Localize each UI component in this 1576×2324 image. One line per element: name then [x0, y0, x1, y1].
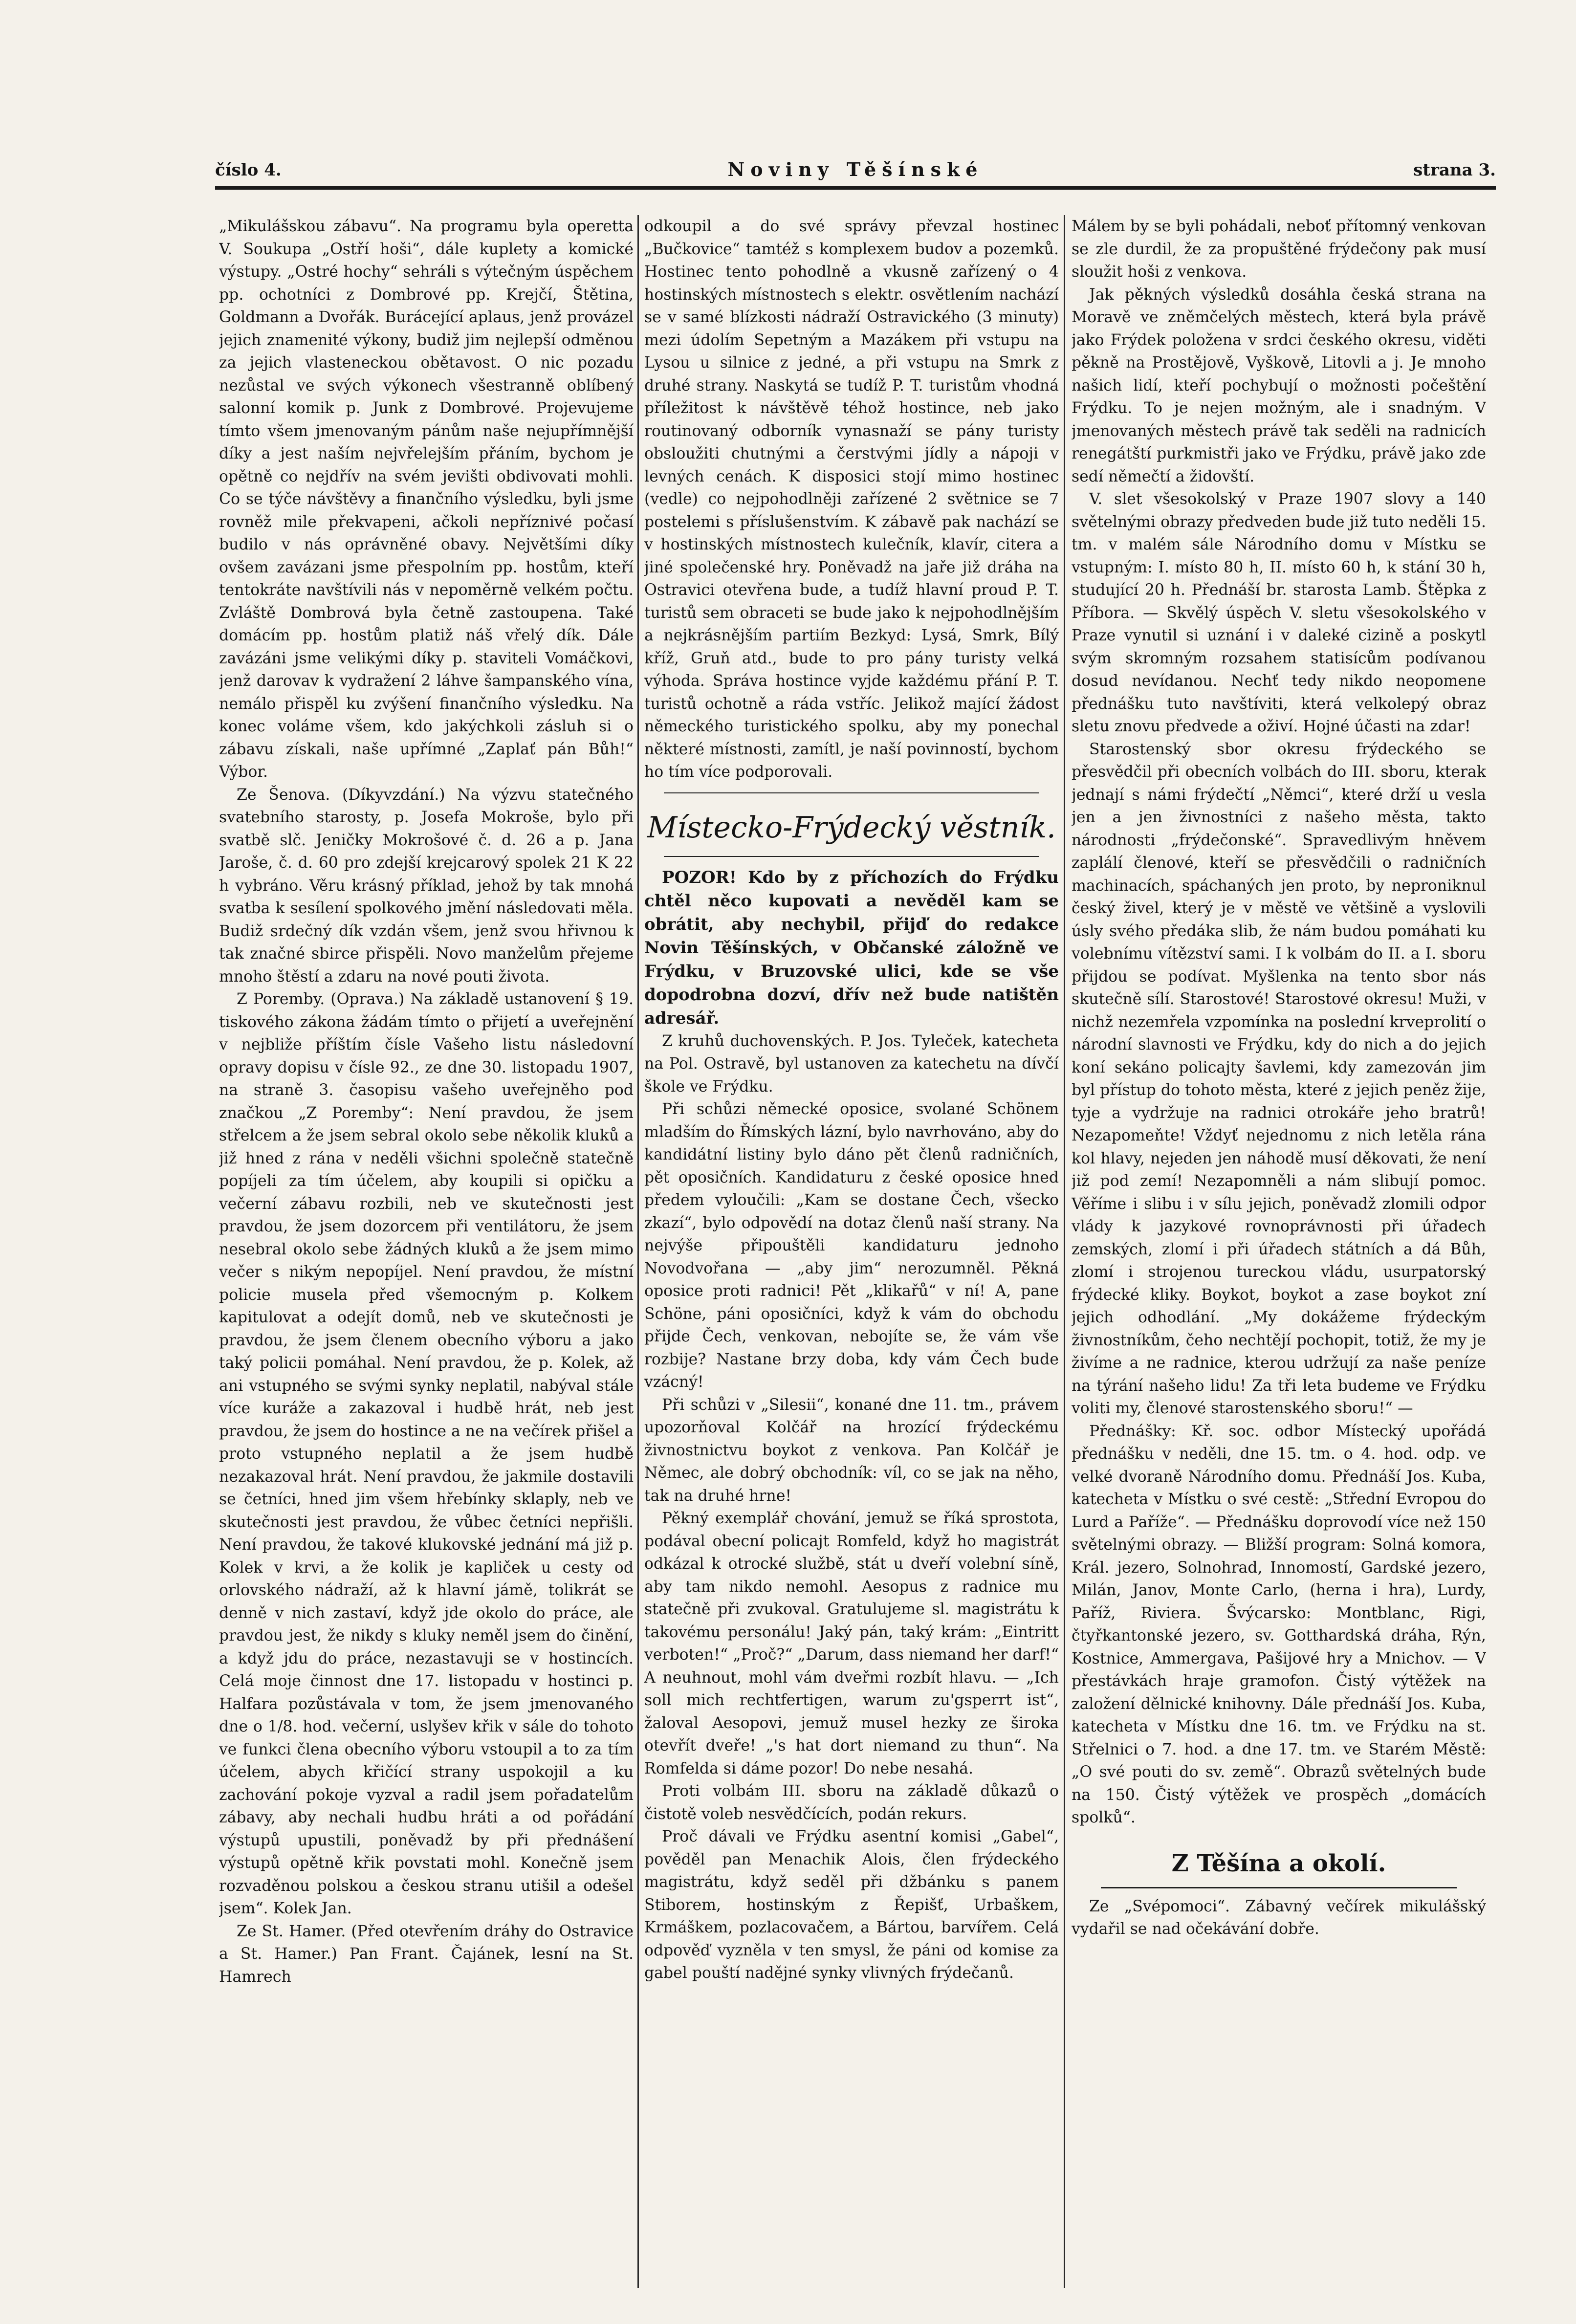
article-paragraph: Jak pěkných výsledků dosáhla česká strana na Moravě ve zněmčelých městech, která byla právě jako Frýdek položena v srdci českého okresu, viděti pěkně na Prostějově, Vyškově, Litovli a j. Je mnoho našich lidí, kteří pochybují o možnosti počeštění Frýdku. To je nejen možným, ale i snadným. V jmenovaných městech právě tak seděli na radnicích renegátští purkmistři jako ve Frýdku, právě jako zde sedí němečtí a židovští.	[1072, 285, 1486, 485]
article-paragraph: „Mikulášskou zábavu“. Na programu byla operetta V. Soukupa „Ostří hoši“, dále kuplety a komické výstupy. „Ostré hochy“ sehráli s výtečným úspěchem pp. ochotníci z Dombrové pp. Krejčí, Štětina, Goldmann a Dvořák. Burácející aplaus, jenž provázel jejich znamenité výkony, budiž jim nejlepší odměnou za jejich vlasteneckou obětavost. O nic pozadu nezůstal ve svých výkonech všestranně oblíbený salonní komik p. Junk z Dombrové. Projevujeme tímto všem jmenovaným pánům naše nejupřímnější díky a jest naším nejvřelejším přáním, bychom je opětně co nejdřív na svém jevišti obdivovati mohli. Co se týče návštěvy a finančního výsledku, byli jsme rovněž mile překvapeni, ačkoli nepříznivé počasí budilo v nás oprávněné obavy. Největšími díky ovšem zavázani jsme přespolním pp. hostům, kteří tentokráte navštívili nás v nepoměrně velkém počtu. Zvláště Dombrová byla četně zastoupena. Také domácím pp. hostům platiž náš vřelý dík. Dále zavázáni jsme velikými díky p. staviteli Vomáčkovi, jenž darovav k vydražení 2 láhve šampanského vína, nemálo přispěl ku zvýšení finančního výsledku. Na konec voláme všem, kdo jakýchkoli zásluh si o zábavu získali, naše upřímné „Zaplať pán Bůh!“ Výbor.	[219, 218, 634, 781]
article-paragraph: Ze „Svépomoci“. Zábavný večírek mikulášský vydařil se nad očekávání dobře.	[1072, 1897, 1486, 1938]
column-1	[219, 215, 634, 2288]
article-paragraph: Při schůzi německé oposice, svolané Schönem mladším do Římských lázní, bylo navrhováno, aby do kandidátní listiny bylo dáno pět členů radničních, pět oposičních. Kandidaturu z české oposice hned předem vyloučili: „Kam se dostane Čech, všecko zkazí“, bylo odpovědí na dotaz členů naší strany. Na nejvýše připouštěli kandidaturu jednoho Novodvořana — „aby jim“ nerozumněl. Pěkná oposice proti radnici! Pět „klikařů“ v ní! A, pane Schöne, páni oposičníci, když k vám do obchodu přijde Čech, venkovan, nebojíte se, že vám vše rozbije? Nastane brzy doba, kdy vám Čech bude vzácný!	[644, 1100, 1059, 1391]
section-title: Místecko-Frýdecký věstník.	[647, 810, 1056, 845]
notice-paragraph: POZOR! Kdo by z příchozích do Frýdku chtěl něco kupovati a nevěděl kam se obrátit, aby nechybil, přijď do redakce Novin Těšínských, v Občanské záložně ve Frýdku, v Bruzovské ulici, kde se vše dopodrobna dozví, dřív než bude natištěn adresář.	[644, 867, 1059, 1028]
section-title: Z Těšína a okolí.	[1171, 1849, 1386, 1877]
column-3	[1072, 215, 1486, 2288]
column-divider	[1064, 215, 1065, 2288]
article-paragraph: Ze Šenova. (Díkyvzdání.) Na výzvu statečného svatebního starosty, p. Josefa Mokroše, bylo při svatbě slč. Jeničky Mokrošové č. d. 26 a p. Jana Jaroše, č. d. 60 pro zdejší krejcarový spolek 21 K 22 h vybráno. Věru krásný příklad, jehož by tak mnohá svatba k sesílení spolkového jmění následovati měla. Budiž srdečný dík vzdán všem, jenž svou hřivnou k tak značné sbirce přispěli. Novo manželům přejeme mnoho štěstí a zdaru na nové pouti života.	[219, 786, 634, 986]
article-paragraph: V. slet všesokolský v Praze 1907 slovy a 140 světelnými obrazy předveden bude již tuto neděli 15. tm. v malém sále Národního domu v Místku se vstupným: I. místo 80 h, II. místo 60 h, k stání 30 h, studující 20 h. Přednáší br. starosta Lamb. Štěpka z Příbora. — Skvělý úspěch V. sletu všesokolského v Praze vynutil si uznání i v daleké cizině a poskytl svým skromným rozsahem statisícům podívanou dosud nevídanou. Nechť tedy nikdo neopomene přednášku tuto navštíviti, která velkolepý obraz sletu znovu předvede a oživí. Hojné účasti na zdar!	[1072, 490, 1486, 735]
article-paragraph: Ze St. Hamer. (Před otevřením dráhy do Ostravice a St. Hamer.) Pan Frant. Čajánek, lesní na St. Hamrech	[219, 1922, 634, 1986]
article-paragraph: Málem by se byli pohádali, neboť přítomný venkovan se zle durdil, že za propuštěné frýdečony pak musí sloužit hoši z venkova.	[1072, 218, 1486, 281]
article-paragraph: Přednášky: Kř. soc. odbor Místecký upořádá přednášku v neděli, dne 15. tm. o 4. hod. odp. ve velké dvoraně Národního domu. Přednáší Jos. Kuba, katecheta v Místku o své cestě: „Střední Evropou do Lurd a Paříže“. — Přednášku doprovodí více než 150 světelnými obrazy. — Bližší program: Solná komora, Král. jezero, Solnohrad, Innomostí, Gardské jezero, Milán, Janov, Monte Carlo, (herna i hra), Lurdy, Paříž, Riviera. Švýcarsko: Montblanc, Rigi, čtyřkantonské jezero, sv. Gotthardská dráha, Rýn, Kostnice, Ammergava, Pašijové hry a Mnichov. — V přestávkách hraje gramofon. Čistý výtěžek na založení dělnické knihovny. Dále přednáší Jos. Kuba, katecheta v Místku dne 16. tm. ve Frýdku na st. Střelnici o 7. hod. a dne 17. tm. ve Starém Městě: „O své pouti do sv. země“. Obrazů světelných bude na 150. Čistý výtěžek ve prospěch „domácích spolků“.	[1072, 1422, 1486, 1826]
page-header	[215, 155, 1496, 185]
article-paragraph: Proti volbám III. sboru na základě důkazů o čistotě voleb nesvědčících, podán rekurs.	[644, 1782, 1059, 1823]
article-paragraph: Z Poremby. (Oprava.) Na základě ustanovení § 19. tiskového zákona žádám tímto o přijetí a uveřejnění v nejbliže příštím čísle Vašeho listu následovní opravy dopisu v čísle 92., ze dne 30. listopadu 1907, na straně 3. časopisu vašeho uveřejněho pod značkou „Z Poremby“: Není pravdou, že jsem střelcem a že jsem sebral okolo sebe několik kluků a již hned z rána v neděli všichni společně statečně popíjeli za tím účelem, aby koupili si opičku a večerní zábavu rozbili, neb ve skutečnosti jest pravdou, že jsem dozorcem při ventilátoru, že jsem nesebral okolo sebe žádných kluků a že jsem mimo večer s nikým nepopíjel. Není pravdou, že místní policie musela před všemocným p. Kolkem kapitulovat a odejít domů, neb ve skutečnosti je pravdou, že jsem členem obecního výboru a jako taký policii pomáhal. Není pravdou, že p. Kolek, až ani vstupného se svými synky neplatil, nabýval stále více kuráže a zakazoval i hudbě hrát, neb jest pravdou, že jsem do hostince a ne na večírek přišel a proto vstupného neplatil a že jsem hudbě nezakazoval hrát. Není pravdou, že jakmile dostavili se četníci, hned jim všem hřebínky sklaply, neb ve skutečnosti jest pravdou, že vůbec četníci nepřišli. Není pravdou, že takové klukovské jednání má již p. Kolek v krvi, a že kolik je kapliček u cesty od orlovského nádraží, až k hlavní jámě, tolikrát se denně v nich zastaví, když jde okolo do práce, ale pravdou jest, že nikdy s kluky neměl jsem do činění, a když jdu do práce, nezastavuji se v hostincích. Celá moje činnost dne 17. listopadu v hostinci p. Halfara pozůstávala v tom, že jsem jmenovaného dne o 1/8. hod. večerní, uslyšev křik v sále do tohoto ve funkci člena obecního výboru vstoupil a to za tím účelem, abych křičící strany uspokojil a ku zachování pokoje vyzval a radil jsem pořadatelům zábavy, aby nechali hudbu hráti a od pořádání výstupů upustili, poněvadž by při přednášení výstupů opětně křik povstati mohl. Konečně jsem rozvaděnou polskou a českou stranu utišil a odešel jsem“. Kolek Jan.	[219, 990, 634, 1917]
section-rule	[664, 792, 1039, 793]
article-paragraph: odkoupil a do své správy převzal hostinec „Bučkovice“ tamtéž s komplexem budov a pozemků. Hostinec tento pohodlně a vkusně zařízený o 4 hostinských místnostech s elektr. osvětlením nachází se v samé blízkosti nádraží Ostravického (3 minuty) mezi údolím Sepetným a Mazákem při vstupu na Lysou u silnice z jedné, a při vstupu na Smrk z druhé strany. Naskytá se tudíž P. T. turistům vhodná příležitost k návštěvě téhož hostince, neb jako routinovaný odborník vynasnaží se pány turisty obsloužiti chutnými a čerstvými jídly a nápoji v levných cenách. K disposici stojí mimo hostinec (vedle) co nejpohodlněji zařízené 2 světnice se 7 postelemi s příslušenstvím. K zábavě pak nachází se v hostinských místnostech kulečník, klavír, citera a jiné společenské hry. Poněvadž na jaře již dráha na Ostravici otevřena bude, a tudíž hlavní proud P. T. turistů sem obraceti se bude jako k nejpohodlnějším a nejkrásnějším partiím Bezkyd: Lysá, Smrk, Bílý kříž, Gruň atd., bude to pro pány turisty velká výhoda. Správa hostince vyjde každému přání P. T. turistů ochotně a ráda vstříc. Jelikož mající žádost německého turistického spolku, aby my ponechal některé místnosti, zamítl, je naší povinností, bychom ho tím více podporovali.	[644, 218, 1059, 781]
page-number: strana 3.	[1413, 160, 1496, 180]
column-divider	[637, 215, 639, 2288]
section-rule	[664, 856, 1039, 857]
section-rule	[1101, 1887, 1457, 1888]
article-paragraph: Při schůzi v „Silesii“, konané dne 11. tm., právem upozorňoval Kolčář na hrozící frýdeckému živnostnictvu boykot z venkova. Pan Kolčář je Němec, ale dobrý obchodník: víl, co se jak na něho, tak na druhé hrne!	[644, 1396, 1059, 1505]
newspaper-title: Noviny Těšínské	[727, 158, 984, 180]
article-paragraph: Proč dávali ve Frýdku asentní komisi „Gabel“, pověděl pan Menachik Alois, člen frýdeckého magistrátu, když seděl při džbánku s panem Stiborem, hostinským z Řepišť, Urbaškem, Krmáškem, pozlacovačem, a Bártou, barvířem. Celá odpověď vyzněla v ten smysl, že páni od komise za gabel pouští nadějné synky vlivných frýdečanů.	[644, 1828, 1059, 1982]
article-paragraph: Z kruhů duchovenských. P. Jos. Tyleček, katecheta na Pol. Ostravě, byl ustanoven za katechetu na dívčí škole ve Frýdku.	[644, 1032, 1059, 1096]
article-paragraph: Starostenský sbor okresu frýdeckého se přesvědčil při obecních volbách do III. sboru, kterak jednají s námi frýdečtí „Němci“, které drží u vesla jen a jen živnostníci z našeho města, takto národnosti „frýdečonské“. Spravedlivým hněvem zaplálí členové, kteří se přesvědčili o radničních machinacích, spáchaných jen proto, by neproniknul český živel, který je v městě ve většině a vyslovili úsly svého předáka slib, že nám budou pomáhati ku volebnímu vítězství sami. I k volbám do II. a I. sboru přijdou se podívat. Myšlenka na tento sbor nás skutečně sílí. Starostové! Starostové okresu! Muži, v nichž nezemřela vzpomínka na poslední krveprolití o národní slavnosti ve Frýdku, kdy do nich a do jejich koní sekáno policajty šavlemi, kdy zamezován jim byl přístup do tohoto města, které z jejich peněz žije, tyje a vydržuje na radnici otrokáře jeho bratrů! Nezapomeňte! Vždyť nejednomu z nich letěla rána kol hlavy, nejeden jen náhodě musí děkovati, že není již pod zemí! Nezapomněli a nám slibují pomoc. Věříme i slibu i v sílu jejich, poněvadž zlomili odpor vlády k jazykové rovnoprávnosti při úřadech zemských, zlomí i při úřadech státních a dá Bůh, zlomí i strojenou tureckou vládu, usurpatorský frýdecké kliky. Boykot, boykot a zase boykot zní jejich odhodlání. „My dokážeme frýdeckým živnostníkům, čeho nechtějí pochopit, totiž, že my je živíme a ne radnice, kterou udržují za naše peníze na týrání našeho lidu! Za tři leta budeme ve Frýdku voliti my, členové starostenského sboru!“ —	[1072, 740, 1486, 1417]
column-2	[644, 215, 1059, 2288]
issue-number: číslo 4.	[215, 160, 282, 180]
article-paragraph: Pěkný exemplář chování, jemuž se říká sprostota, podával obecní policajt Romfeld, když ho magistrát odkázal k otrocké službě, stát u dveří volební síně, aby tam nikdo nemohl. Aesopus z radnice mu statečně při zvukoval. Gratulujeme sl. magistrátu k takovému personálu! Jaký pán, taký krám: „Eintritt verboten!“ „Proč?“ „Darum, dass niemand her darf!“ A neuhnout, mohl vám dveřmi rozbít hlavu. — „Ich soll mich rechtfertigen, warum zu'gsperrt ist“, žaloval Aesopovi, jemuž musel hezky ze široka otevřít dveře! „'s hat dort niemand zu thun“. Na Romfelda si dáme pozor! Do nebe nesahá.	[644, 1510, 1059, 1777]
header-rule	[215, 186, 1496, 190]
